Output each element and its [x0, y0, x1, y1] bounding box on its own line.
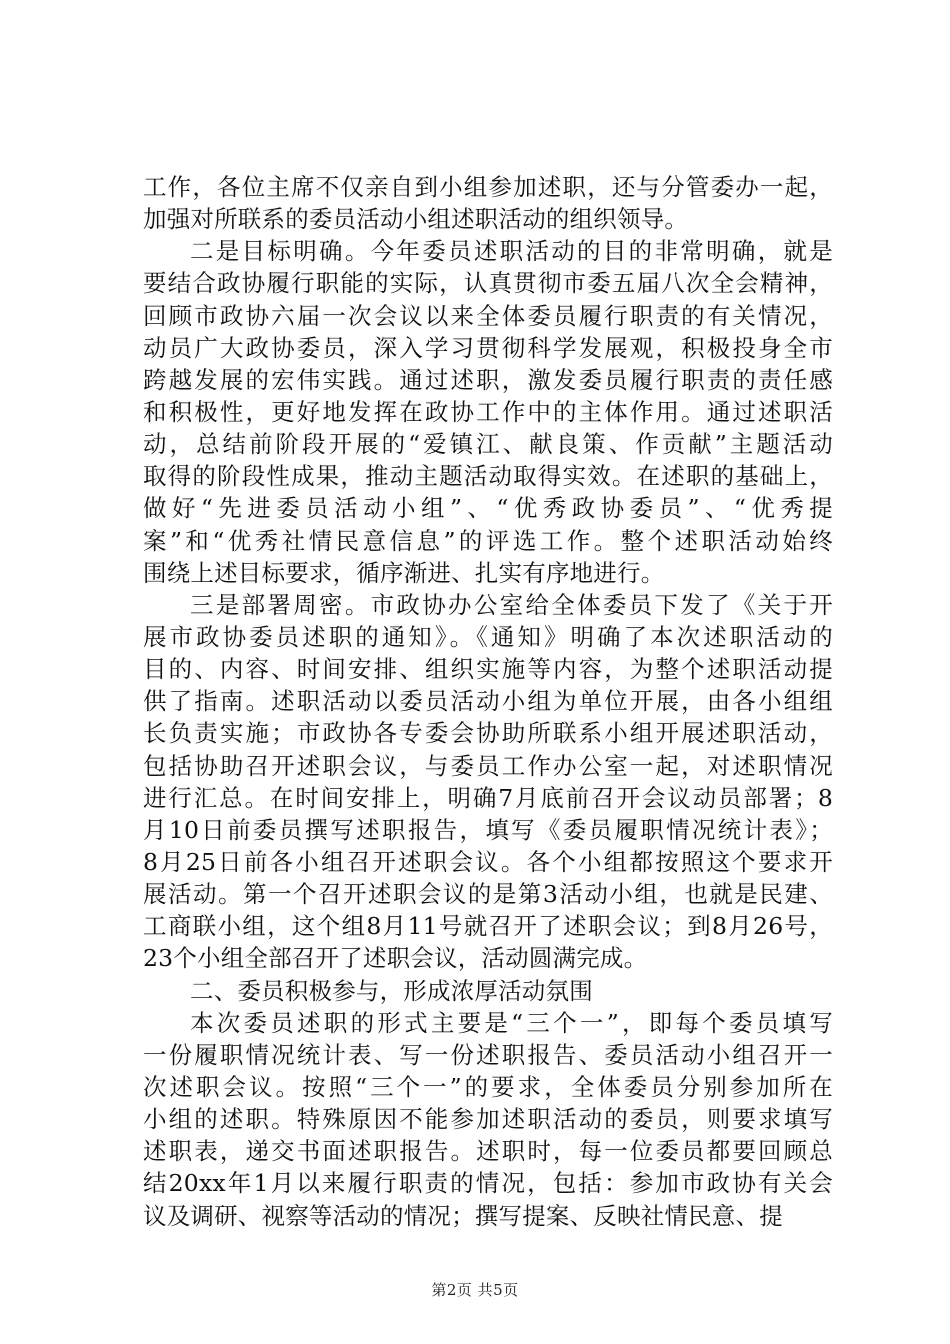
- text-line: 展市政协委员述职的通知》。《通知》明确了本次述职活动的: [143, 622, 833, 651]
- text-line: 围绕上述目标要求，循序渐进、扎实有序地进行。: [143, 558, 665, 587]
- text-line: 工商联小组，这个组8月11号就召开了述职会议；到8月26号，: [143, 912, 833, 941]
- text-line: 展活动。第一个召开述职会议的是第3活动小组，也就是民建、: [143, 880, 833, 909]
- text-line: 进行汇总。在时间安排上，明确7月底前召开会议动员部署；8: [143, 783, 833, 812]
- document-body: [143, 171, 833, 1232]
- paragraph: [143, 589, 833, 975]
- text-line: 做好“先进委员活动小组”、“优秀政协委员”、“优秀提: [143, 494, 833, 523]
- text-line: 月10日前委员撰写述职报告，填写《委员履职情况统计表》；: [143, 815, 833, 844]
- text-line: 三是部署周密。市政协办公室给全体委员下发了《关于开: [190, 590, 833, 619]
- text-line: 二、委员积极参与，形成浓厚活动氛围: [190, 976, 593, 1005]
- text-line: 目的、内容、时间安排、组织实施等内容，为整个述职活动提: [143, 655, 833, 684]
- text-line: 小组的述职。特殊原因不能参加述职活动的委员，则要求填写: [143, 1105, 833, 1134]
- text-line: 结20xx年1月以来履行职责的情况，包括：参加市政协有关会: [143, 1169, 833, 1198]
- text-line: 本次委员述职的形式主要是“三个一”，即每个委员填写: [190, 1008, 833, 1037]
- text-line: 述职表，递交书面述职报告。述职时，每一位委员都要回顾总: [143, 1137, 833, 1166]
- text-line: 23个小组全部召开了述职会议，活动圆满完成。: [143, 944, 648, 973]
- text-line: 加强对所联系的委员活动小组述职活动的组织领导。: [143, 205, 689, 234]
- page-number-footer: 第2页 共5页: [431, 1281, 519, 1299]
- paragraph: [143, 171, 833, 235]
- text-line: 工作，各位主席不仅亲自到小组参加述职，还与分管委办一起，: [143, 173, 833, 201]
- text-line: 供了指南。述职活动以委员活动小组为单位开展，由各小组组: [143, 687, 833, 716]
- text-line: 二是目标明确。今年委员述职活动的目的非常明确，就是: [190, 237, 833, 266]
- paragraph: [143, 975, 833, 1007]
- paragraph: [143, 1007, 833, 1232]
- text-line: 动，总结前阶段开展的“爱镇江、献良策、作贡献”主题活动: [143, 430, 833, 459]
- text-line: 包括协助召开述职会议，与委员工作办公室一起，对述职情况: [143, 751, 833, 780]
- text-line: 8月25日前各小组召开述职会议。各个小组都按照这个要求开: [143, 847, 833, 876]
- paragraph: [143, 235, 833, 589]
- text-line: 取得的阶段性成果，推动主题活动取得实效。在述职的基础上，: [143, 462, 833, 491]
- text-line: 长负责实施；市政协各专委会协助所联系小组开展述职活动，: [143, 719, 833, 748]
- text-line: 案”和“优秀社情民意信息”的评选工作。整个述职活动始终: [143, 526, 833, 555]
- text-line: 次述职会议。按照“三个一”的要求，全体委员分别参加所在: [143, 1072, 833, 1101]
- text-line: 一份履职情况统计表、写一份述职报告、委员活动小组召开一: [143, 1040, 833, 1069]
- text-line: 动员广大政协委员，深入学习贯彻科学发展观，积极投身全市: [143, 333, 833, 362]
- text-line: 要结合政协履行职能的实际，认真贯彻市委五届八次全会精神，: [143, 269, 833, 298]
- text-line: 议及调研、视察等活动的情况；撰写提案、反映社情民意、提: [143, 1201, 783, 1230]
- text-line: 回顾市政协六届一次会议以来全体委员履行职责的有关情况，: [143, 301, 833, 330]
- text-line: 跨越发展的宏伟实践。通过述职，激发委员履行职责的责任感: [143, 365, 833, 394]
- text-line: 和积极性，更好地发挥在政协工作中的主体作用。通过述职活: [143, 397, 833, 426]
